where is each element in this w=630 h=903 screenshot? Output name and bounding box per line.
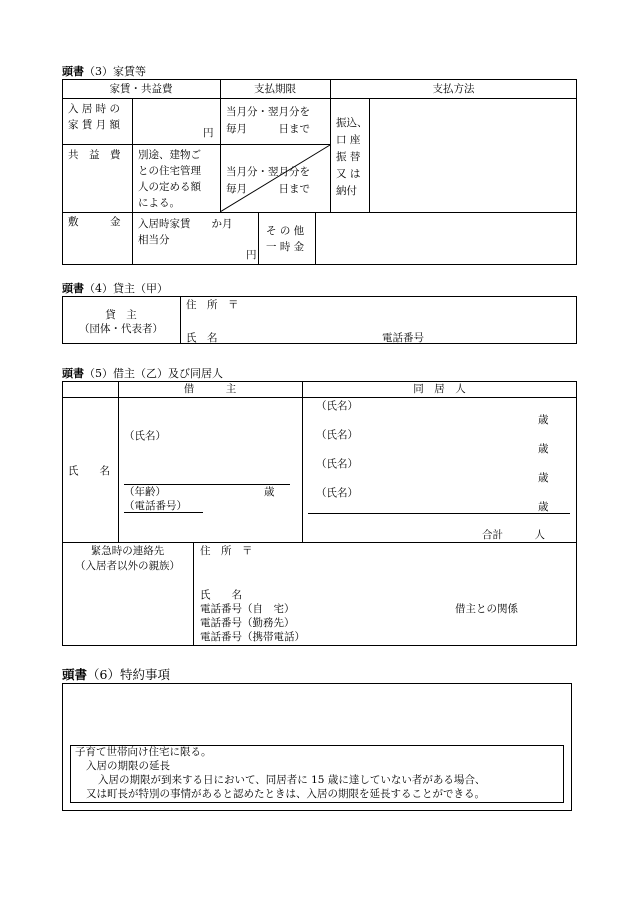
cohabitant-name-4: （氏名） xyxy=(316,487,358,499)
col-due-header: 支払期限 xyxy=(254,83,296,95)
lender-name: 氏 名 xyxy=(186,332,218,344)
lender-table-vline xyxy=(180,296,181,344)
due-1b: 毎月 日まで xyxy=(226,123,310,135)
section-3-title: （3）家賃等 xyxy=(84,65,146,78)
deposit-label: 敷 金 xyxy=(68,216,121,228)
lender-address: 住 所 〒 xyxy=(186,299,239,311)
emergency-label-1: 緊急時の連絡先 xyxy=(90,545,165,557)
method-5: 納付 xyxy=(336,185,357,197)
emergency-label-2: （入居者以外の親族） xyxy=(75,560,180,572)
col-cohabitant-header: 同 居 人 xyxy=(413,383,466,395)
emergency-phone-mobile: 電話番号（携帯電話） xyxy=(200,631,305,643)
deposit-unit: 円 xyxy=(246,249,257,261)
cohabitant-age-1: 歳 xyxy=(538,414,549,426)
method-2: 口 座 xyxy=(336,134,361,146)
section-3-heading xyxy=(62,66,146,78)
method-4: 又 は xyxy=(336,168,361,180)
common-3: 人の定める額 xyxy=(138,181,201,193)
borrower-name: （氏名） xyxy=(124,430,166,442)
due-2a: 当月分・翌月分を xyxy=(226,166,310,178)
borrower-table-vline xyxy=(302,381,303,542)
section-4-title: （4）貸主（甲） xyxy=(84,282,168,295)
rent-unit: 円 xyxy=(203,127,214,139)
borrower-name-line xyxy=(124,484,290,485)
emergency-phone-home: 電話番号（自 宅） xyxy=(200,603,295,615)
rent-label-2: 家 賃 月 額 xyxy=(68,119,121,131)
name-label: 氏 名 xyxy=(68,465,110,477)
common-2: との住宅管理 xyxy=(138,165,201,177)
special-line-3: 入居の期限が到来する日において、同居者に 15 歳に達していない者がある場合、 xyxy=(98,774,486,786)
emergency-address: 住 所 〒 xyxy=(200,545,253,557)
common-label: 共 益 費 xyxy=(68,149,121,161)
due-1a: 当月分・翌月分を xyxy=(226,106,310,118)
cohabitant-name-3: （氏名） xyxy=(316,458,358,470)
method-1: 振込、 xyxy=(336,117,368,129)
cohabitant-total: 合計 人 xyxy=(482,529,545,541)
lender-label-2: （団体・代表者） xyxy=(79,323,163,335)
special-line-1: 子育て世帯向け住宅に限る。 xyxy=(75,746,212,758)
lender-label-1: 貸 主 xyxy=(105,309,137,321)
cohabitant-age-2: 歳 xyxy=(538,443,549,455)
method-3: 振 替 xyxy=(336,151,361,163)
cohabitant-line xyxy=(308,513,570,514)
deposit-2: 相当分 xyxy=(138,234,170,246)
section-5-prefix: 頭書 xyxy=(62,367,84,380)
cohabitant-age-3: 歳 xyxy=(538,472,549,484)
borrower-table-vline xyxy=(118,381,119,542)
common-4: による。 xyxy=(138,197,180,209)
other-1: そ の 他 xyxy=(266,225,305,237)
rent-table-vline xyxy=(315,212,316,265)
due-2b: 毎月 日まで xyxy=(226,183,310,195)
emergency-phone-work: 電話番号（勤務先） xyxy=(200,617,295,629)
section-5-heading xyxy=(62,368,223,380)
section-6-prefix: 頭書 xyxy=(62,667,88,682)
rent-table-vline xyxy=(132,98,133,265)
section-4-heading xyxy=(62,283,168,295)
special-line-4: 又は町長が特別の事情があると認めたときは、入居の期限を延長することができる。 xyxy=(86,788,485,800)
lender-phone: 電話番号 xyxy=(382,332,424,344)
borrower-phone: （電話番号） xyxy=(124,500,187,512)
rent-table-hline xyxy=(62,98,577,99)
section-6-heading xyxy=(62,668,170,682)
section-6-title: （6）特約事項 xyxy=(87,667,170,682)
special-line-2: 入居の期限の延長 xyxy=(86,760,170,772)
col-method-header: 支払方法 xyxy=(432,83,475,95)
rent-label-1: 入 居 時 の xyxy=(68,103,121,115)
common-1: 別途、建物ご xyxy=(138,149,201,161)
borrower-table-hline xyxy=(62,542,577,543)
borrower-table-hline xyxy=(62,397,577,398)
borrower-age: （年齢） xyxy=(124,486,166,498)
section-3-prefix: 頭書 xyxy=(62,65,84,78)
deposit-1: 入居時家賃 か月 xyxy=(138,218,233,230)
other-2: 一 時 金 xyxy=(266,241,305,253)
cohabitant-name-2: （氏名） xyxy=(316,429,358,441)
cohabitant-age-4: 歳 xyxy=(538,501,549,513)
col-rent-header: 家賃・共益費 xyxy=(109,83,173,95)
emergency-name: 氏 名 xyxy=(200,589,242,601)
col-borrower-header: 借 主 xyxy=(183,383,237,395)
borrower-age-unit: 歳 xyxy=(264,486,275,498)
borrower-table-vline xyxy=(193,542,194,646)
rent-table-vline xyxy=(258,212,259,265)
section-5-title: （5）借主（乙）及び同居人 xyxy=(84,367,223,380)
section-4-prefix: 頭書 xyxy=(62,282,84,295)
cohabitant-name-1: （氏名） xyxy=(316,400,358,412)
emergency-relation: 借主との関係 xyxy=(455,603,518,615)
rent-table-vline xyxy=(369,98,370,212)
